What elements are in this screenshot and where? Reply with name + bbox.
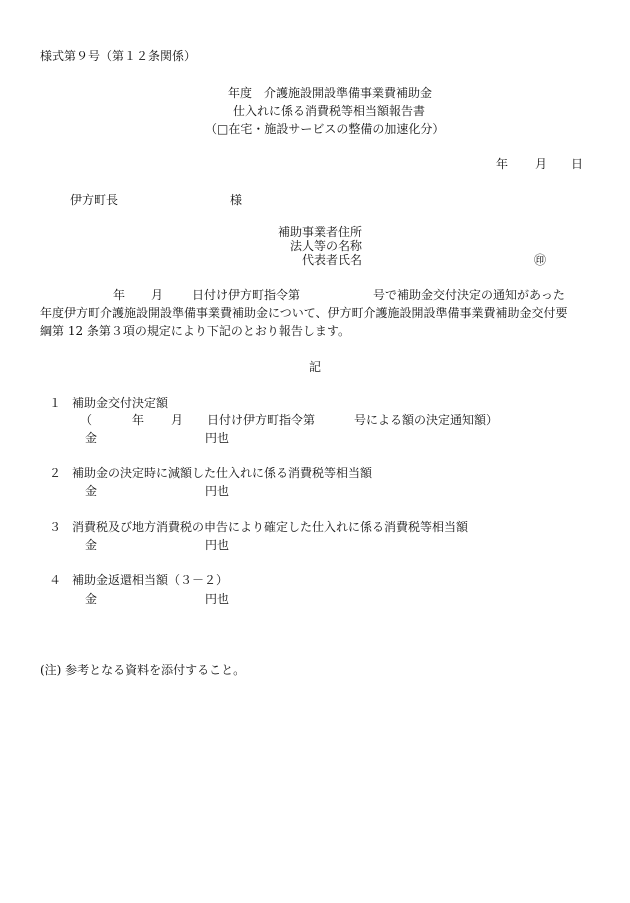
title-line-1: 年度 介護施設開設準備事業費補助金 [228, 86, 433, 100]
item-1-label: 補助金交付決定額 [72, 396, 169, 410]
seal-mark: ㊞ [534, 253, 547, 267]
ki-heading: 記 [309, 360, 322, 374]
item-4-label: 補助金返還相当額（３－２） [72, 573, 229, 587]
item-1-enya: 円也 [205, 431, 230, 445]
item-1-number: １ [49, 396, 62, 410]
body-year: 年 [113, 288, 126, 302]
item-3-number: ３ [49, 520, 62, 534]
body-line-3: 綱第 12 条第３項の規定により下記のとおり報告します。 [40, 324, 350, 338]
item-1-detail-date-ref: 日付け伊方町指令第 [207, 413, 316, 427]
item-4-enya: 円也 [205, 592, 230, 606]
item-3-enya: 円也 [205, 538, 230, 552]
title-line-2: 仕入れに係る消費税等相当額報告書 [233, 104, 426, 118]
applicant-corp-name-label: 法人等の名称 [290, 239, 363, 253]
item-3-label: 消費税及び地方消費税の申告により確定した仕入れに係る消費税等相当額 [72, 520, 469, 534]
item-4-number: ４ [49, 573, 62, 587]
title-line-3: （□在宅・施設サービスの整備の加速化分） [205, 122, 445, 136]
body-date-ref: 日付け伊方町指令第 [192, 288, 301, 302]
form-number: 様式第９号（第１２条関係） [40, 49, 197, 63]
item-2-label: 補助金の決定時に減額した仕入れに係る消費税等相当額 [72, 466, 373, 480]
date-year: 年 [496, 157, 509, 171]
item-3-kin: 金 [85, 538, 98, 552]
date-month: 月 [535, 157, 548, 171]
applicant-representative-label: 代表者氏名 [302, 253, 363, 267]
body-rest: 号で補助金交付決定の通知があった [373, 288, 565, 302]
addressee-honorific: 様 [230, 193, 243, 207]
body-month: 月 [151, 288, 164, 302]
item-1-detail-year: 年 [132, 413, 145, 427]
item-2-enya: 円也 [205, 484, 230, 498]
item-1-detail-open: （ [80, 413, 93, 427]
item-1-detail-month: 月 [171, 413, 184, 427]
date-day: 日 [571, 157, 584, 171]
item-2-kin: 金 [85, 484, 98, 498]
item-1-detail-rest: 号による額の決定通知額） [354, 413, 499, 427]
item-1-kin: 金 [85, 431, 98, 445]
applicant-address-label: 補助事業者住所 [278, 225, 363, 239]
item-4-kin: 金 [85, 592, 98, 606]
item-2-number: ２ [49, 466, 62, 480]
body-line-2: 年度伊方町介護施設開設準備事業費補助金について、伊方町介護施設開設準備事業費補助金交付要 [40, 306, 568, 320]
addressee-name: 伊方町長 [70, 193, 119, 207]
footnote: (注) 参考となる資料を添付すること。 [40, 663, 246, 677]
